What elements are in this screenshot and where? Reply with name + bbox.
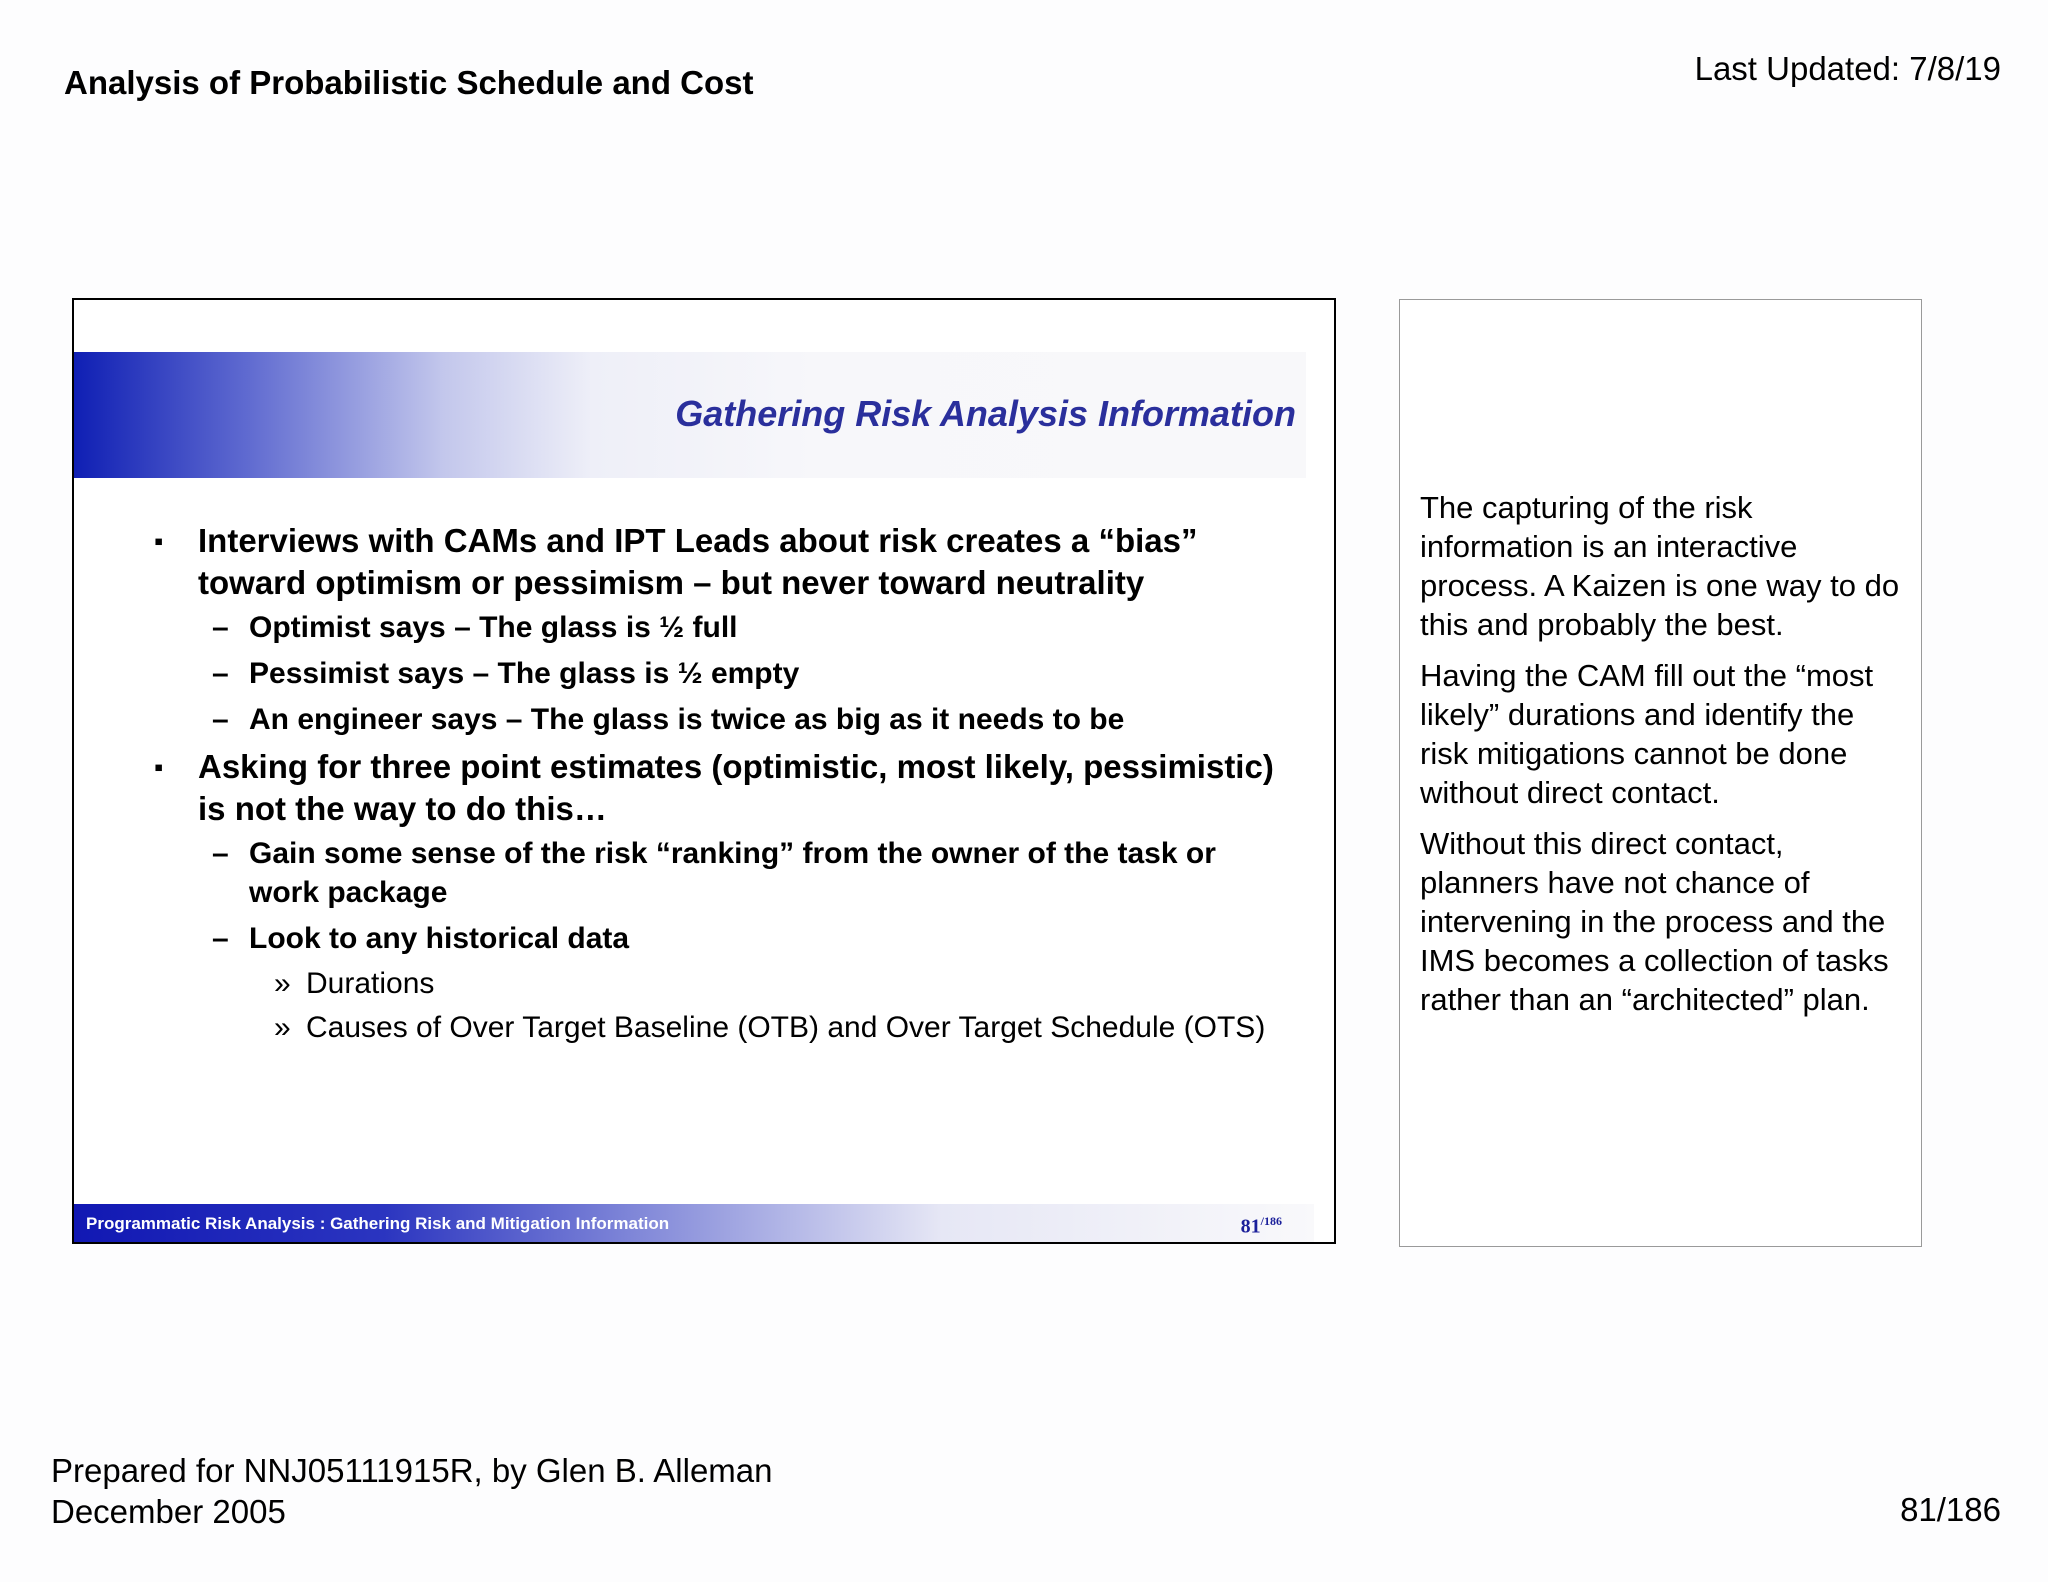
sub-bullet-item [212,834,1289,912]
slide-footer-text: Programmatic Risk Analysis : Gathering Risk and Mitigation Information [86,1214,670,1233]
sub-bullet-item [212,700,1289,739]
sub-bullet-text: Pessimist says – The glass is ½ empty [249,657,800,690]
dash-bullet-icon: – [212,922,229,955]
sub-sub-bullet-item [274,965,1306,1002]
dash-bullet-icon: – [212,837,229,870]
bullet-item [154,746,1278,830]
dash-bullet-icon: – [212,611,229,644]
sub-bullet-item [212,654,1289,693]
bullet-text: Asking for three point estimates (optimistic, most likely, pessimistic) is not the way to do this… [198,748,1274,827]
slide-page-total: /186 [1260,1214,1282,1228]
document-page-number: 81/186 [1900,1491,2001,1528]
speaker-notes-panel [1399,299,1922,1247]
sub-sub-bullet-text: Causes of Over Target Baseline (OTB) and Over Target Schedule (OTS) [306,1011,1266,1044]
notes-paragraph: Having the CAM fill out the “most likely” durations and identify the risk mitigations cannot be done without direct contact. [1420,658,1874,810]
prepared-line-2: December 2005 [51,1493,286,1530]
sub-bullet-text: Optimist says – The glass is ½ full [249,611,738,644]
dash-bullet-icon: – [212,657,229,690]
notes-text [1420,488,1910,1031]
sub-bullet-text: Gain some sense of the risk “ranking” from the owner of the task or work package [249,837,1216,909]
slide-image [72,298,1336,1244]
slide-title: Gathering Risk Analysis Information [675,393,1296,434]
sub-bullet-item [212,919,1289,958]
square-bullet-icon: ▪ [154,752,164,782]
prepared-for-credit [51,1450,773,1532]
last-updated-date: Last Updated: 7/8/19 [1694,50,2001,87]
slide-bullet-list [74,520,1336,1053]
notes-paragraph: The capturing of the risk information is an interactive process. A Kaizen is one way to do this and probably the best. [1420,490,1900,642]
sub-sub-bullet-item [274,1009,1306,1046]
document-title: Analysis of Probabilistic Schedule and Cost [64,64,754,101]
double-chevron-icon: » [274,967,291,1000]
bullet-text: Interviews with CAMs and IPT Leads about risk creates a “bias” toward optimism or pessimism – but never toward neutrality [198,522,1198,601]
bullet-item [154,520,1278,604]
notes-paragraph: Without this direct contact, planners have not chance of intervening in the process and the IMS becomes a collection of tasks rather than an “architected” plan. [1420,826,1889,1017]
dash-bullet-icon: – [212,703,229,736]
slide-page-number [1241,1214,1282,1239]
sub-sub-bullet-text: Durations [306,967,435,1000]
slide-page-current: 81 [1240,1215,1261,1238]
double-chevron-icon: » [274,1011,291,1044]
sub-bullet-text: An engineer says – The glass is twice as big as it needs to be [249,703,1125,736]
prepared-line-1: Prepared for NNJ05111915R, by Glen B. Alleman [51,1452,773,1489]
sub-bullet-text: Look to any historical data [249,922,630,955]
sub-bullet-item [212,608,1289,647]
square-bullet-icon: ▪ [154,526,164,556]
slide-footer-bar [74,1204,1314,1244]
